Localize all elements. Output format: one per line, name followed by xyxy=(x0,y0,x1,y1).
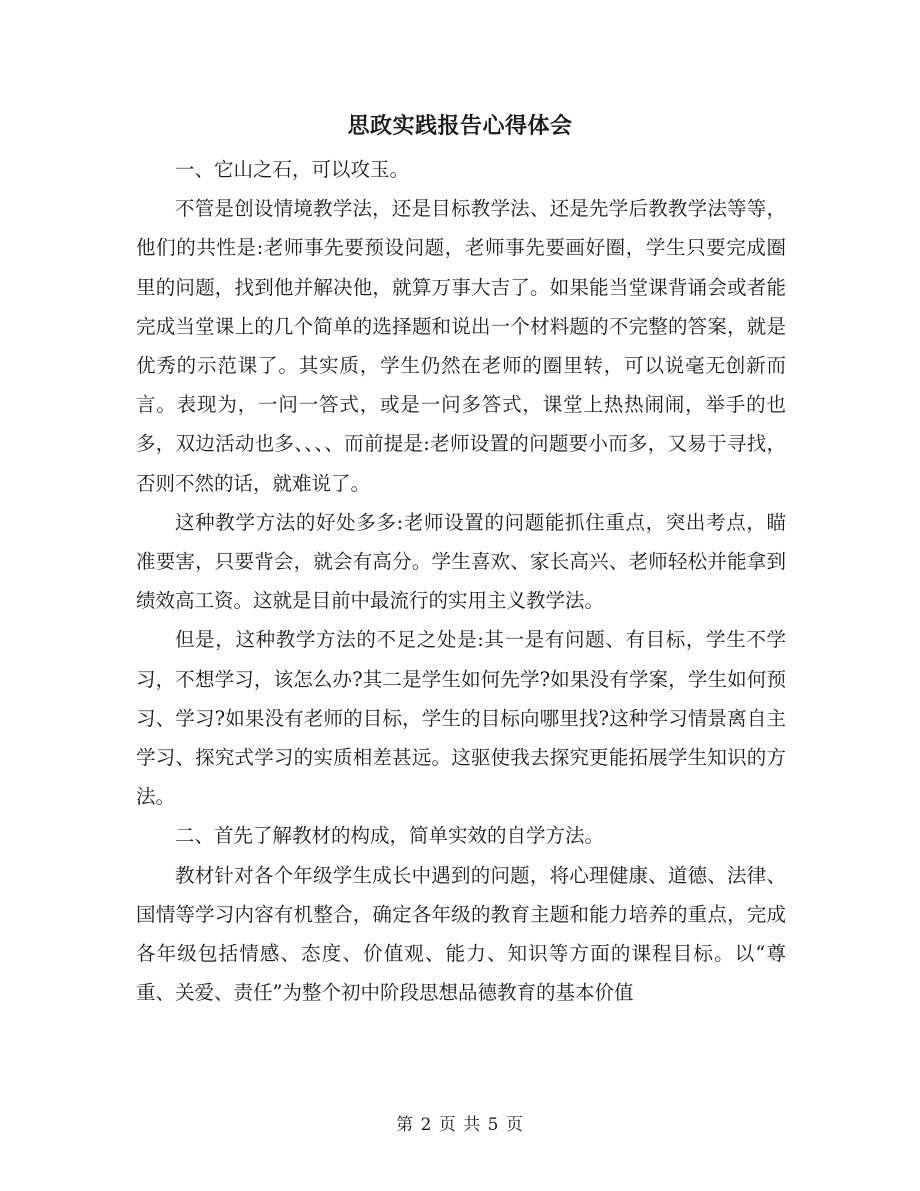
document-title: 思政实践报告心得体会 xyxy=(347,113,573,139)
paragraph-heading-1: 一、它山之石，可以攻玉。 xyxy=(175,158,410,181)
page-number-footer: 第 2 页 共 5 页 xyxy=(396,1115,524,1135)
paragraph: 但是，这种教学方法的不足之处是:其一是有问题、有目标，学生不学习，不想学习，该怎么办?其二是学生如何先学?如果没有学案，学生如何预习、学习?如果没有老师的目标，学生的目标向哪里找?这种学习情景离自主学习、探究式学习的实质相差甚远。这驱使我去探究更能拓展学生知识的方法。 xyxy=(136,628,786,809)
paragraph-heading-2: 二、首先了解教材的构成，简单实效的自学方法。 xyxy=(175,824,605,848)
paragraph: 教材针对各个年级学生成长中遇到的问题，将心理健康、道德、法律、国情等学习内容有机整合，确定各年级的教育主题和能力培养的重点，完成各年级包括情感、态度、价值观、能力、知识等方面的课程目标。以“尊重、关爱、责任”为整个初中阶段思想品德教育的基本价值 xyxy=(136,863,786,1005)
paragraph: 这种教学方法的好处多多:老师设置的问题能抓住重点，突出考点，瞄准要害，只要背会，就会有高分。学生喜欢、家长高兴、老师轻松并能拿到绩效高工资。这就是目前中最流行的实用主义教学法。 xyxy=(136,510,786,613)
document-body xyxy=(136,150,786,1012)
paragraph: 不管是创设情境教学法，还是目标教学法、还是先学后教教学法等等，他们的共性是:老师事先要预设问题，老师事先要画好圈，学生只要完成圈里的问题，找到他并解决他，就算万事大吉了。如果能当堂课背诵会或者能完成当堂课上的几个简单的选择题和说出一个材料题的不完整的答案，就是优秀的示范课了。其实质，学生仍然在老师的圈里转，可以说毫无创新而言。表现为，一问一答式，或是一问多答式，课堂上热热闹闹，举手的也多，双边活动也多、、、、而前提是:老师设置的问题要小而多，又易于寻找，否则不然的话，就难说了。 xyxy=(136,197,786,495)
